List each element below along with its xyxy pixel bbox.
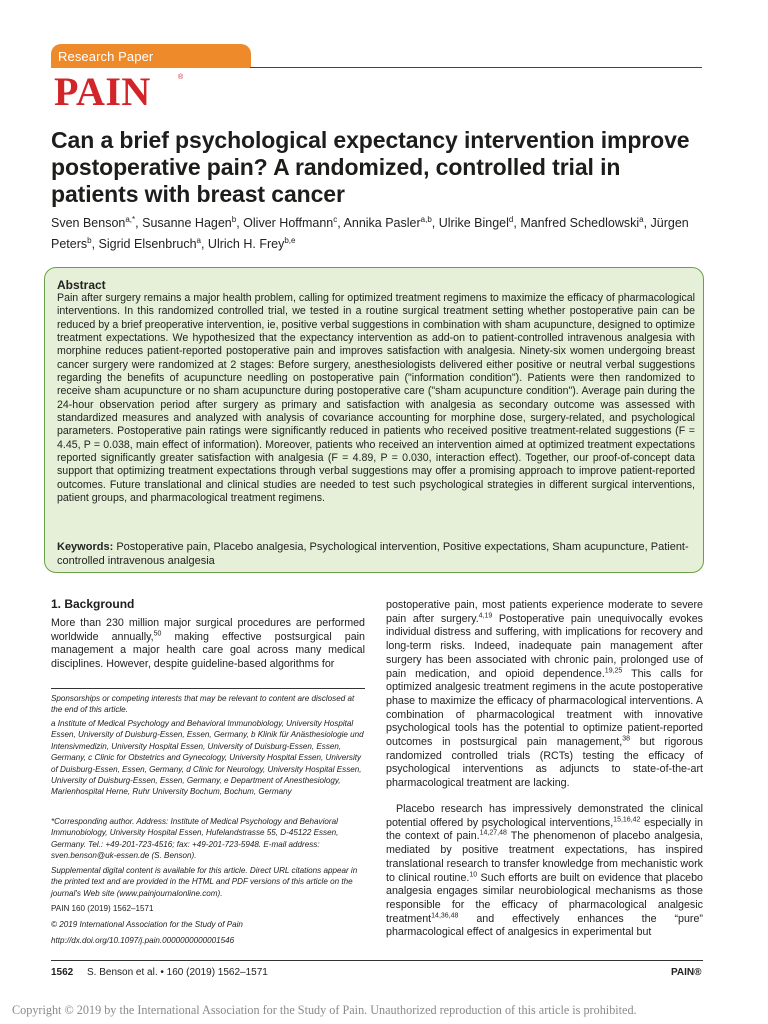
page-number: 1562 — [51, 967, 74, 978]
footer-journal: PAIN® — [671, 967, 702, 978]
footnote-copyright: © 2019 International Association for the Study of Pain — [51, 920, 243, 929]
author-affiliation: a,b — [420, 215, 432, 224]
keywords-text: Postoperative pain, Placebo analgesia, Psychological intervention, Positive expectations, Sham acupuncture, Patient-controlled intravenous analgesia — [57, 541, 689, 567]
author-affiliation: b — [87, 236, 92, 246]
keywords-label: Keywords: — [57, 541, 114, 553]
citation-ref: 50 — [153, 630, 162, 638]
header-rule — [250, 67, 702, 68]
article-title: Can a brief psychological expectancy intervention improve postoperative pain? A randomized, controlled trial in patients with breast cancer — [51, 127, 690, 207]
section-label: Research Paper — [58, 49, 154, 64]
author-affiliation: b,e — [284, 236, 296, 246]
body-paragraph-left: More than 230 million major surgical procedures are performed worldwide annually,$^{50}$ making effective postsurgical pain management a major health care goal across many medical disciplines. However, despite guideline-based algorithms for — [51, 617, 365, 671]
citation-ref: 15,16,42 — [613, 816, 641, 824]
author-name: Sigrid Elsenbruch — [98, 237, 197, 252]
footer-rule — [51, 960, 703, 961]
author-name: Ulrich H. Frey — [207, 237, 285, 252]
author-name: Jürgen Peters — [51, 216, 689, 252]
citation-ref: 19,25 — [604, 666, 623, 674]
author-name: Susanne Hagen — [142, 216, 232, 231]
author-name: Manfred Schedlowski — [520, 216, 640, 231]
footnote-supplemental: Supplemental digital content is available for this article. Direct URL citations appear in the printed text and are provided in the HTML and PDF versions of this article on the journal's Web site (www.painjournalonline.com). — [51, 866, 358, 898]
section-heading: 1. Background — [51, 597, 135, 611]
author-name: Sven Benson — [51, 216, 126, 231]
author-list: Sven Benson$^{a,*}$, Susanne Hagen$^b$, Oliver Hoffmann$^c$, Annika Pasler$^{a,b}$, Ulrike Bingel$^d$, Manfred Schedlowski$^a$, Jürgen Peters$^b$, Sigrid Elsenbruch$^a$, Ulrich H. Frey$^{b,e}$ — [51, 215, 689, 252]
author-affiliation: a,* — [125, 215, 136, 224]
author-affiliation: b — [231, 215, 237, 224]
footnote-citation: PAIN 160 (2019) 1562–1571 — [51, 904, 154, 913]
author-name: Ulrike Bingel — [438, 216, 509, 231]
citation-ref: 4,19 — [478, 612, 493, 620]
copyright-notice: Copyright © 2019 by the International Association for the Study of Pain. Unauthorized reproduction of this article is prohibited. — [12, 1003, 637, 1017]
journal-logo: PAIN — [54, 69, 151, 114]
body-paragraph-right-2: Placebo research has impressively demonstrated the clinical potential offered by psychological interventions,$^{15,16,42}$ especially in the context of pain.$^{14,27,48}$ The phenomenon of placebo analgesia, mediated by positive treatment expectations, has inspired translational research to transfer knowledge from mechanistic work to clinical routine.$^{10}$ Such efforts are built on evidence that placebo analgesia engages similar neurobiological mechanisms as those responsible for the efficacy of pharmacological analgesic treatment$^{14,36,48}$ and effectively enhances the “pure” pharmacological effect of analgesics in experimental but — [386, 803, 704, 939]
citation-ref: 14,27,48 — [479, 829, 507, 837]
citation-ref: 14,36,48 — [431, 912, 459, 920]
abstract-text: Pain after surgery remains a major health problem, calling for optimized treatment regimens to maximize the efficacy of pharmacological interventions. In this randomized controlled trial, we tested in a routine surgical treatment setting whether postoperative pain can be reduced by a brief preoperative intervention, ie, positive verbal suggestions in combination with sham acupuncture, designed to optimize treatment expectations. We hypothesized that the expectancy intervention as add-on to patient-controlled intravenous analgesia with morphine reduces patient-reported postoperative pain and improves satisfaction with analgesia. Ninety-six women undergoing breast cancer surgery were randomized at 2 stages: Before surgery, anesthesiologists delivered either positive or neutral verbal suggestions regarding the benefits of acupuncture needling on postoperative pain ("information condition"). Patients were then randomized to receive sham acupuncture or no sham acupuncture during postoperative care ("sham acupuncture condition"). Average pain during the 24-hour observation period after surgery as primary and satisfaction with analgesia as secondary outcome was assessed with standardized measures and analyzed with analysis of covariance accounting for morphine dose, surgery-related, and psychological parameters. Postoperative pain ratings were significantly reduced in patients who received positive treatment-related suggestions (F = 4.45, P = 0.038, main effect of information). Moreover, patients who received an intervention aimed at optimized treatment expectations reported significantly greater satisfaction with analgesia (F = 4.89, P = 0.030, interaction effect). Together, our proof-of-concept data support that optimizing treatment expectations through verbal suggestions may offer a promising approach to improve patient-reported outcomes. Future translational and clinical studies are needed to test such psychological strategies in different surgical interventions, patient groups, and pharmacological treatment regimens. — [57, 292, 695, 505]
author-name: Annika Pasler — [343, 216, 421, 231]
keywords — [57, 540, 695, 568]
footnote-conflicts: Sponsorships or competing interests that may be relevant to content are disclosed at the end of this article. — [51, 694, 355, 715]
body-paragraph-right-1: postoperative pain, most patients experience moderate to severe pain after surgery.$^{4,19}$ Postoperative pain unequivocally evokes individual distress and suffering, with implications for recovery and long-term risks. Indeed, inadequate pain management after surgery has been associated with chronic pain, prolonged use of pain medication, and opioid dependence.$^{19,25}$ This calls for optimized analgesic treatment regimens in the acute postoperative phase to maximize the efficacy of pharmacological interventions. A combination of pharmacological treatment with innovative psychological tools has the potential to optimize patient-reported outcomes in postsurgical pain management,$^{38}$ but rigorous randomized controlled trials (RCTs) testing the efficacy of psychological interventions as adjuncts to state-of-the-art pharmacological treatment are lacking. — [386, 599, 704, 790]
abstract-heading: Abstract — [57, 278, 106, 292]
author-affiliation: a — [639, 215, 644, 224]
footnote-doi: http://dx.doi.org/10.1097/j.pain.0000000000001546 — [51, 936, 235, 945]
citation-ref: 38 — [622, 735, 631, 743]
footnote-rule — [51, 688, 365, 689]
author-affiliation: a — [196, 236, 201, 246]
footer-citation: S. Benson et al. • 160 (2019) 1562–1571 — [87, 967, 268, 978]
footnote-affiliations: a Institute of Medical Psychology and Behavioral Immunobiology, University Hospital Essen, University of Duisburg-Essen, Essen, Germany, b Klinik für Anästhesiologie und Intensivmedizin, University Hospital Essen, University of Duisburg-Essen, Essen, Germany, c Clinic for Obstetrics and Gynecology, University Hospital Essen, University of Duisburg-Essen, Essen, Germany, d Clinic for Neurology, University Hospital Essen, University of Duisburg-Essen, Essen, Germany, e Department of Anesthesiology, Marienhospital Herne, Ruhr University Bochum, Bochum, Germany — [51, 719, 364, 797]
author-name: Oliver Hoffmann — [243, 216, 334, 231]
citation-ref: 10 — [469, 870, 478, 878]
logo-registered-mark: ® — [178, 74, 184, 81]
author-affiliation: d — [508, 215, 514, 224]
footnote-corresponding: *Corresponding author. Address: Institute of Medical Psychology and Behavioral Immunobiology, University Hospital Essen, Hufelandstrasse 55, D-45122 Essen, Germany. Tel.: +49-201-723-4516; fax: +49-201-723-5948. E-mail address: sven.benson@uk-essen.de (S. Benson). — [51, 817, 339, 861]
author-affiliation: c — [333, 215, 338, 224]
